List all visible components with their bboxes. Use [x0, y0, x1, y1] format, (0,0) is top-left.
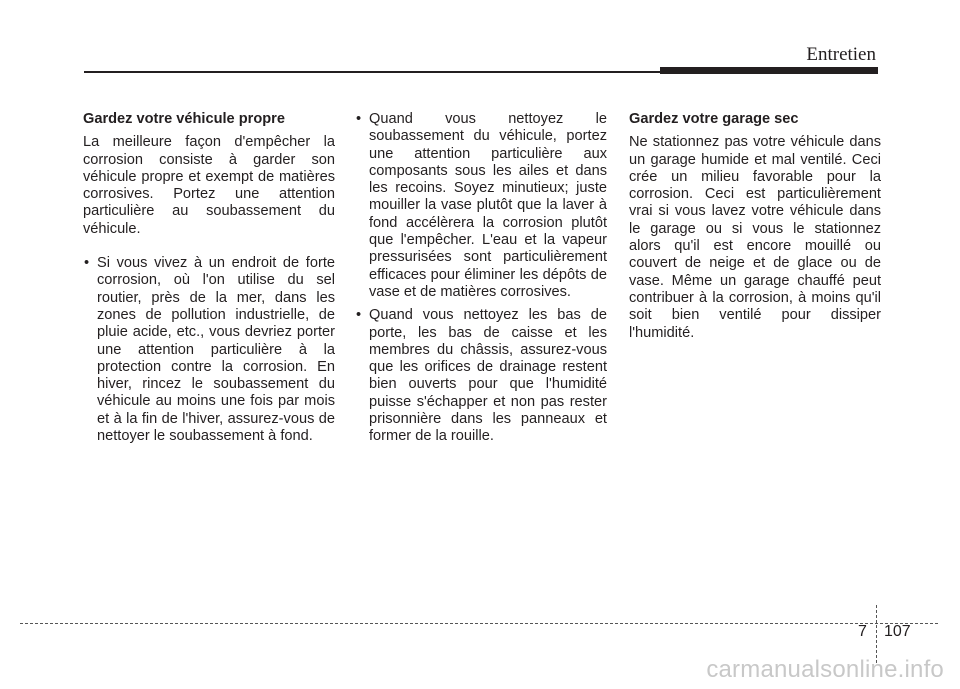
- bullet-text: Si vous vivez à un endroit de forte corrosion, où l'on utilise du sel routier, près de la mer, dans les zones de pollution industrielle, de pluie acide, etc., vous devriez porter une attention particulière à la protection contre la corrosion. En hiver, rincez le soubassement du véhicule au moins une fois par mois et à la fin de l'hiver, assurez-vous de nettoyer le soubassement à fond.: [97, 255, 335, 445]
- header-rule: [84, 71, 662, 73]
- heading-keep-garage-dry: Gardez votre garage sec: [629, 111, 799, 127]
- bullet-item: [83, 255, 335, 445]
- chapter-number: 7: [858, 623, 867, 640]
- header-rule-thick: [660, 67, 878, 74]
- bullet-item: [355, 307, 607, 445]
- paragraph-keep-garage-dry: Ne stationnez pas votre véhicule dans un garage humide et mal ventilé. Ceci crée un milieu favorable pour la corrosion. Ceci est particulièrement vrai si vous lavez votre véhicule dans le garage ou si vous le stationnez alors qu'il est encore mouillé ou couvert de neige et de glace ou de vase. Même un garage chauffé peut contribuer à la corrosion, à moins qu'il soit bien ventilé pour dissiper l'humidité.: [629, 134, 881, 341]
- column-left: [83, 111, 335, 451]
- bullet-dot: •: [356, 307, 362, 324]
- column-middle: [355, 111, 607, 452]
- paragraph-keep-clean: La meilleure façon d'empêcher la corrosion consiste à garder son véhicule propre et exempt de matières corrosives. Portez une attention particulière au soubassement du véhicule.: [83, 134, 335, 237]
- bullet-list-left: [83, 255, 335, 445]
- section-title: Entretien: [806, 44, 876, 65]
- bullet-text: Quand vous nettoyez les bas de porte, les bas de caisse et les membres du châssis, assurez-vous que les orifices de drainage restent bien ouverts pour que l'humidité puisse s'échapper et non pas rester prisonnière dans les panneaux et former de la rouille.: [369, 307, 607, 445]
- footer-dashed-rule: [20, 623, 938, 624]
- watermark: carmanualsonline.info: [706, 656, 944, 683]
- bullet-dot: •: [84, 255, 90, 272]
- footer-dashed-divider: [876, 605, 877, 663]
- column-right: [629, 111, 881, 359]
- bullet-list-middle: [355, 111, 607, 446]
- bullet-item: [355, 111, 607, 301]
- bullet-dot: •: [356, 111, 362, 127]
- bullet-text: Quand vous nettoyez le soubassement du véhicule, portez une attention particulière aux composants sous les ailes et dans les recoins. Soyez minutieux; juste mouiller la vase plutôt que la laver à fond accélèrera la corrosion plutôt que l'empêcher. L'eau et la vapeur pressurisées sont particulièrement efficaces pour éliminer les dépôts de vase et de matières corrosives.: [369, 111, 607, 300]
- page-number: 107: [884, 623, 911, 640]
- heading-keep-clean: Gardez votre véhicule propre: [83, 111, 285, 127]
